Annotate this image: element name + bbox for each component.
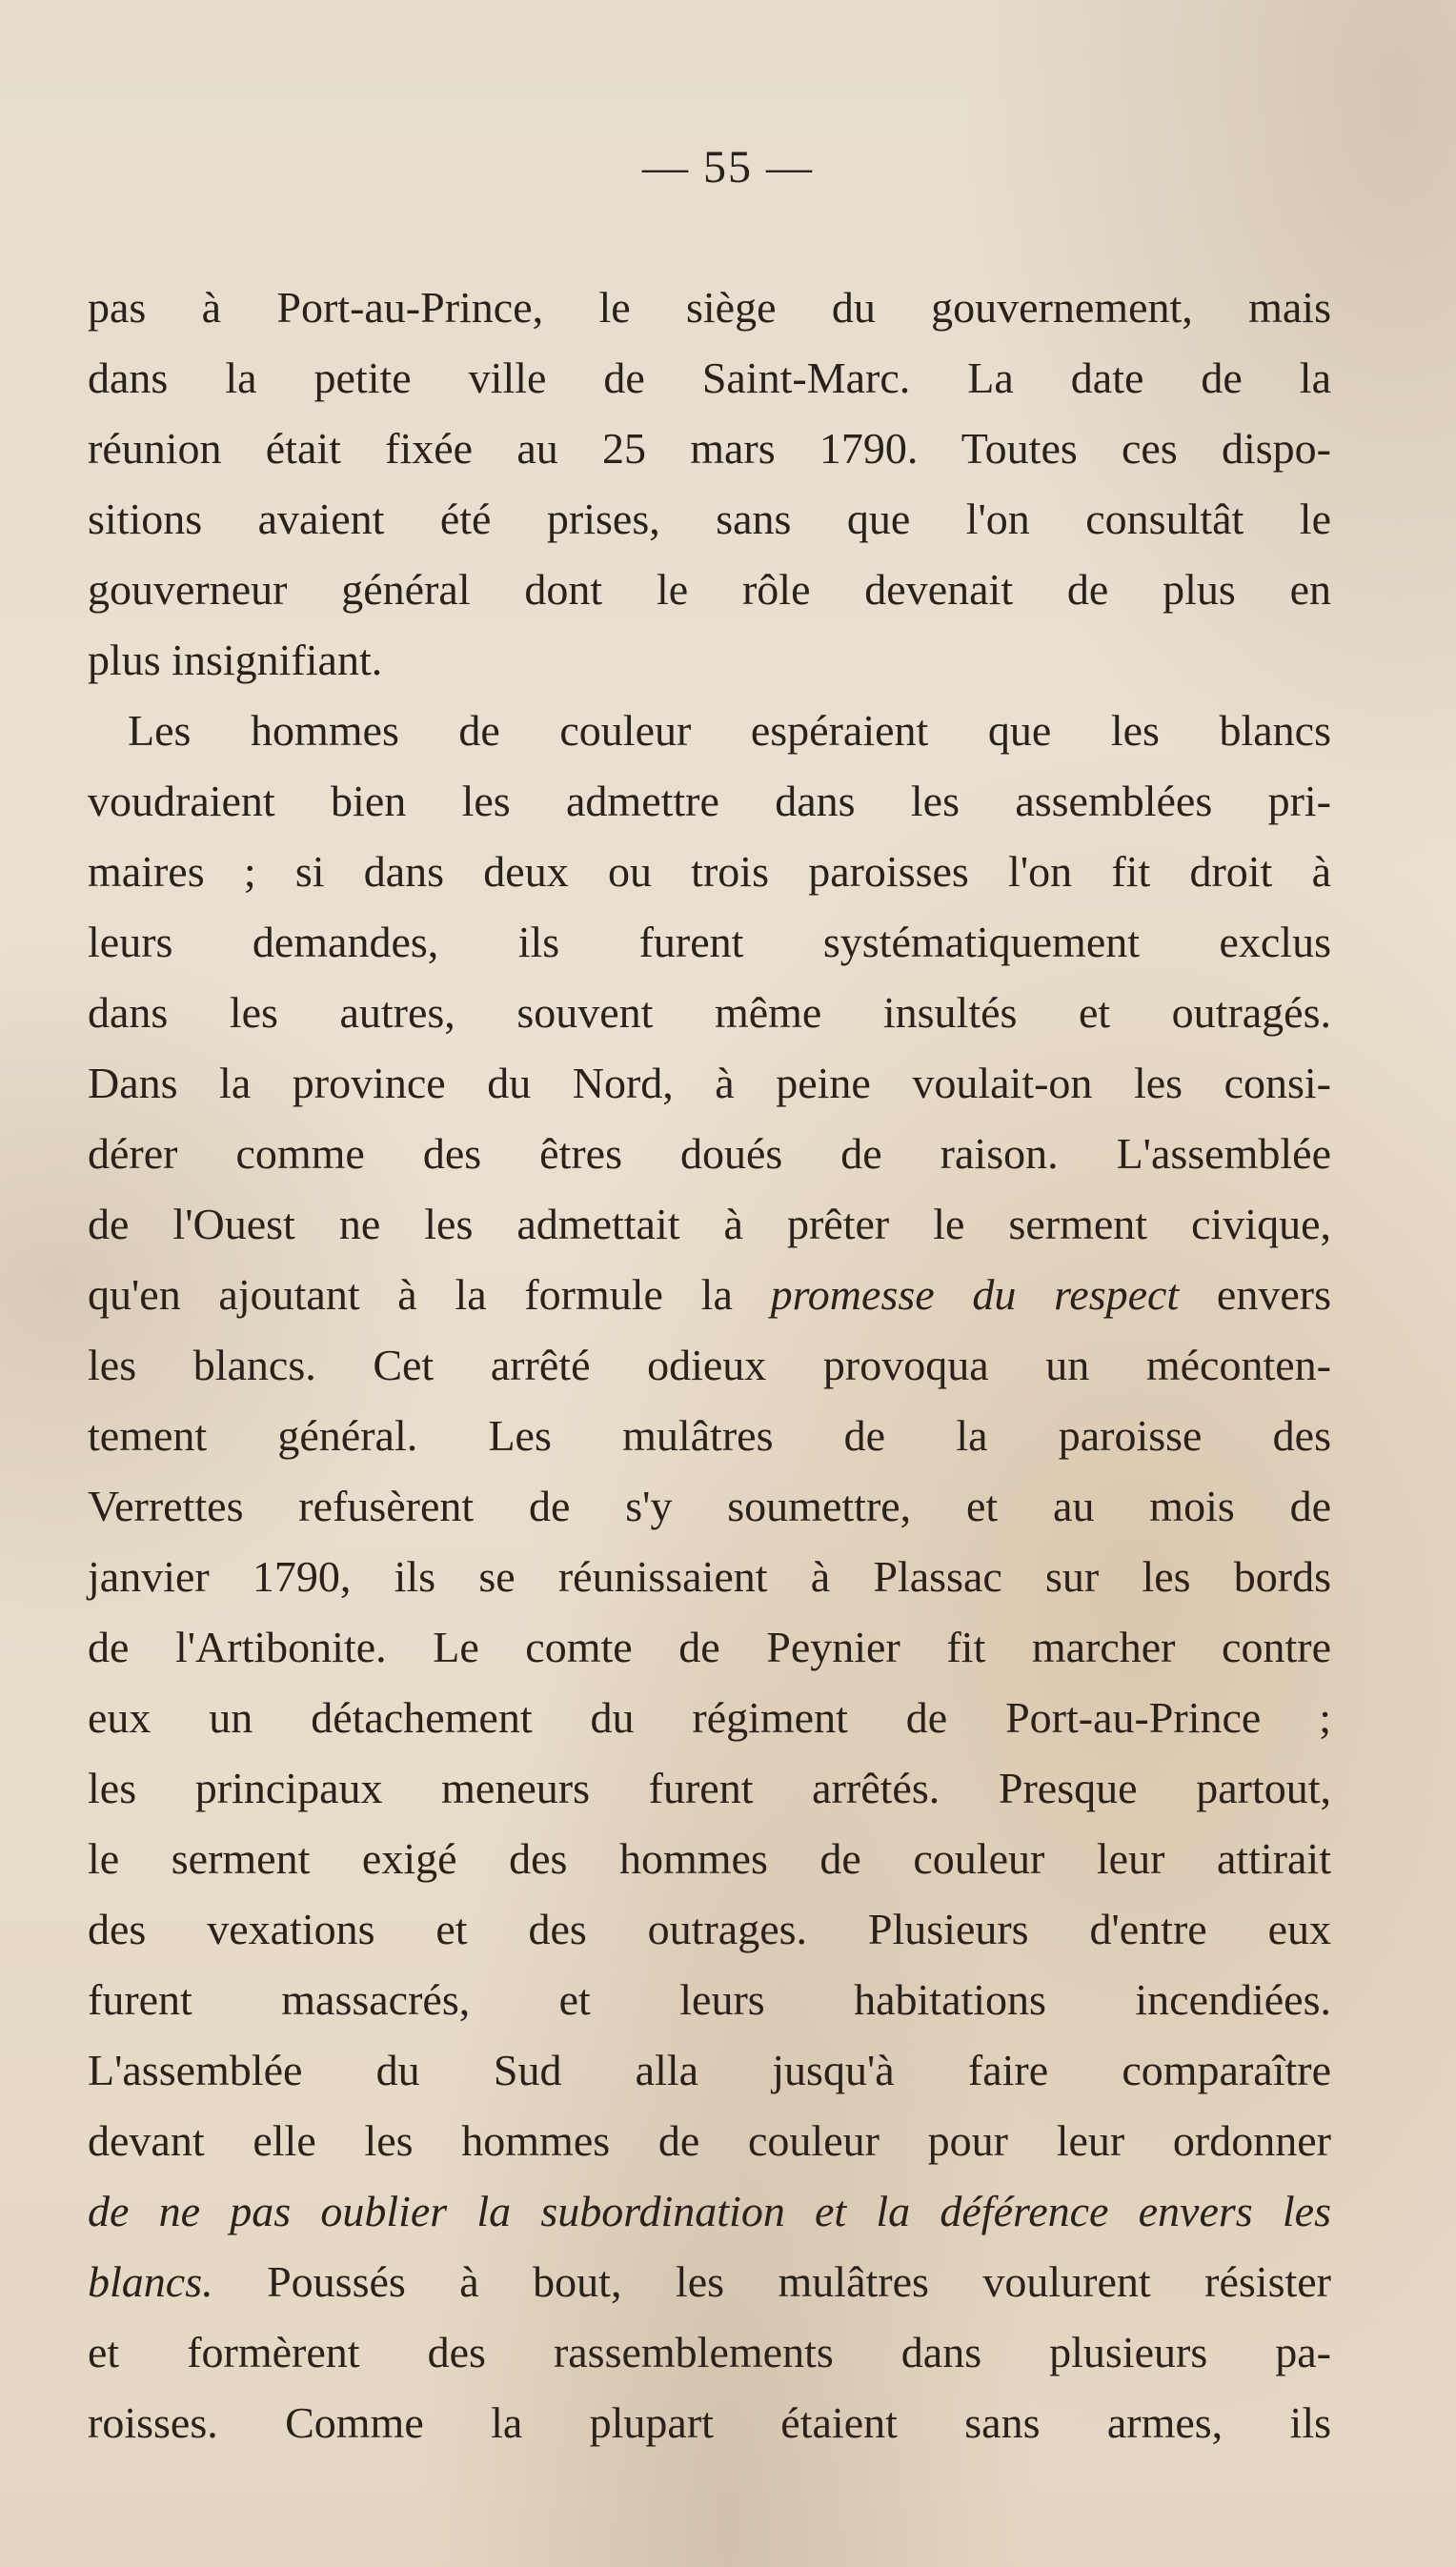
text-line: et formèrent des rassemblements dans plusieurs pa-	[88, 2328, 1331, 2376]
text-line: voudraient bien les admettre dans les assemblées pri-	[88, 777, 1331, 825]
italic-phrase: de ne pas oublier la subordination et la déférence envers les	[88, 2187, 1331, 2235]
text-line: qu'en ajoutant à la formule la promesse du respect envers	[88, 1270, 1331, 1319]
text-line: sitions avaient été prises, sans que l'on consultât le	[88, 495, 1331, 543]
text-line: furent massacrés, et leurs habitations incendiées.	[88, 1975, 1331, 2024]
text-line: les blancs. Cet arrêté odieux provoqua un méconten-	[88, 1341, 1331, 1389]
italic-phrase: blancs.	[88, 2257, 213, 2306]
text-line: maires ; si dans deux ou trois paroisses l'on fit droit à	[88, 847, 1331, 896]
text-line: devant elle les hommes de couleur pour leur ordonner	[88, 2116, 1331, 2165]
text-line: les principaux meneurs furent arrêtés. Presque partout,	[88, 1764, 1331, 1812]
text-line: gouverneur général dont le rôle devenait de plus en	[88, 565, 1331, 614]
text-line: le serment exigé des hommes de couleur leur attirait	[88, 1834, 1331, 1883]
text-line	[88, 2176, 1331, 2247]
body-text	[88, 273, 1331, 2458]
paragraph-start-line: Les hommes de couleur espéraient que les blancs	[128, 706, 1331, 755]
text-line: des vexations et des outrages. Plusieurs d'entre eux	[88, 1905, 1331, 1953]
text-line: leurs demandes, ils furent systématiquement exclus	[88, 918, 1331, 966]
text-line: blancs. Poussés à bout, les mulâtres voulurent résister	[88, 2257, 1331, 2306]
text-line: janvier 1790, ils se réunissaient à Plassac sur les bords	[88, 1552, 1331, 1601]
text-line: roisses. Comme la plupart étaient sans armes, ils	[88, 2398, 1331, 2447]
text-line: de l'Artibonite. Le comte de Peynier fit marcher contre	[88, 1623, 1331, 1671]
text-line: dans la petite ville de Saint-Marc. La date de la	[88, 354, 1331, 402]
italic-phrase: promesse du respect	[770, 1270, 1180, 1319]
text-line: eux un détachement du régiment de Port-au-Prince ;	[88, 1693, 1331, 1742]
text-line: L'assemblée du Sud alla jusqu'à faire comparaître	[88, 2046, 1331, 2094]
text-line: réunion était fixée au 25 mars 1790. Toutes ces dispo-	[88, 424, 1331, 473]
text-line: Dans la province du Nord, à peine voulait-on les consi-	[88, 1059, 1331, 1107]
text-line: tement général. Les mulâtres de la paroisse des	[88, 1411, 1331, 1460]
text-line: Verrettes refusèrent de s'y soumettre, et au mois de	[88, 1482, 1331, 1530]
text-line: dérer comme des êtres doués de raison. L'assemblée	[88, 1129, 1331, 1178]
text-line: plus insignifiant.	[88, 636, 383, 684]
text-line: de l'Ouest ne les admettait à prêter le serment civique,	[88, 1200, 1331, 1248]
text-line: pas à Port-au-Prince, le siège du gouvernement, mais	[88, 283, 1331, 332]
text-line: dans les autres, souvent même insultés et outragés.	[88, 988, 1331, 1037]
page-number: — 55 —	[642, 142, 814, 192]
